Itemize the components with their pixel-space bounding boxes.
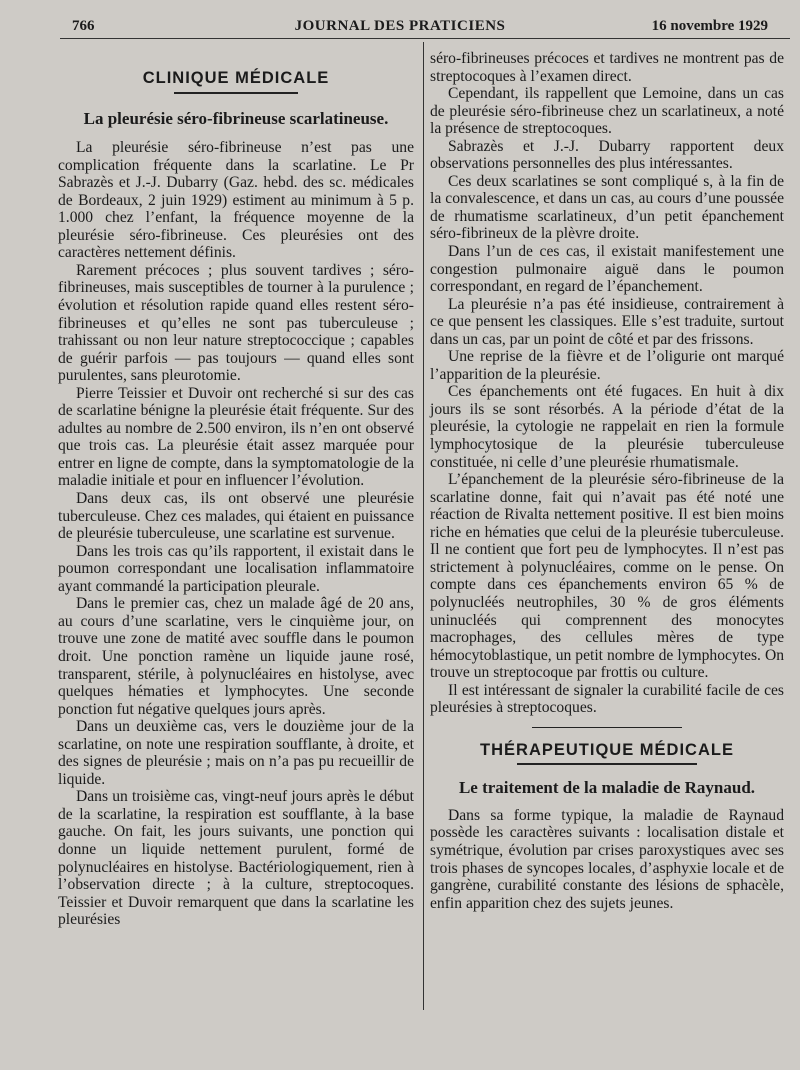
paragraph: La pleurésie séro-fibrineuse n’est pas une complication fréquente dans la scarlatine. Le Pr Sabrazès et J.-J. Dubarry (Gaz. hebd. des sc. médicales de Bordeaux, 2 juin 1929) estiment au minimum à 5 p. 1.000 chez l’enfant, la fréquence moyenne de la pleurésie séro-fibrineuse. Ces pleurésies ont des caractères nettement définis.: [58, 139, 414, 262]
article-title-pleuresie: La pleurésie séro-fibrineuse scarlatineuse.: [83, 108, 389, 128]
paragraph: L’épanchement de la pleurésie séro-fibrineuse de la scarlatine donne, fait qui n’avait pas été noté une réaction de Rivalta nettement positive. Il est bien moins riche en hématies que celui de la pleurésie tuberculeuse. Il ne contient que fort peu de lymphocytes. Il n’est pas strictement à polynucléaires, comme on le pense. On compte dans ces épanchements environ 65 % de polynucléés neutrophiles, 30 % de gros éléments uninucléés qui comprennent des monocytes macrophages, des cellules mères de type hémocytoblastique, un petit nombre de lymphocytes. On trouve un streptocoque par frottis ou culture.: [430, 471, 784, 682]
paragraph: Ces deux scarlatines se sont compliqué s, à la fin de la convalescence, et dans un cas, au cours d’une poussée de rhumatisme scarlatineux, d’un petit épanchement séro-fibrineux de la plèvre droite.: [430, 172, 784, 243]
article-title-raynaud: Le traitement de la maladie de Raynaud.: [458, 778, 756, 798]
running-head: [0, 0, 800, 36]
journal-name: JOURNAL DES PRATICIENS: [294, 18, 506, 34]
paragraph: Sabrazès et J.-J. Dubarry rapportent deux observations personnelles des plus intéressantes.: [430, 137, 784, 173]
paragraph: Dans l’un de ces cas, il existait manifestement une congestion pulmonaire aiguë dans le poumon correspondant, en regard de l’épanchement.: [430, 243, 784, 296]
paragraph: Cependant, ils rappellent que Lemoine, dans un cas de pleurésie séro-fibrineuse chez un scarlatineux, a noté la présence de streptocoques.: [430, 85, 784, 138]
paragraph: Ces épanchements ont été fugaces. En huit à dix jours ils se sont résorbés. A la période d’état de la pleurésie, la cytologie ne rappelait en rien la formule lymphocytosique de la pleurésie tuberculeuse constituée, ni celle d’une pleurésie rhumatismale.: [430, 383, 784, 471]
left-column: [58, 50, 414, 929]
column-rule: [423, 42, 424, 1010]
paragraph-continued: séro-fibrineuses précoces et tardives ne montrent pas de streptocoques à l’examen direct.: [430, 50, 784, 85]
paragraph: Dans deux cas, ils ont observé une pleurésie tuberculeuse. Chez ces malades, qui étaient en puissance de pleurésie tuberculeuse, une scarlatine est survenue.: [58, 490, 414, 543]
paragraph: Dans les trois cas qu’ils rapportent, il existait dans le poumon correspondant une localisation inflammatoire ayant commandé la participation pleurale.: [58, 542, 414, 595]
right-column: [430, 50, 784, 912]
header-rule: [60, 38, 790, 39]
section-title-therapeutique: THÉRAPEUTIQUE MÉDICALE: [480, 740, 734, 759]
paragraph: La pleurésie n’a pas été insidieuse, contrairement à ce que pensent les classiques. Elle s’est traduite, surtout dans un cas, par un point de côté et par des frissons.: [430, 295, 784, 348]
section-title-clinique: CLINIQUE MÉDICALE: [142, 69, 330, 87]
issue-date: 16 novembre 1929: [651, 18, 768, 34]
paragraph: Dans sa forme typique, la maladie de Raynaud possède les caractères suivants : localisation distale et symétrique, évolution par crises paroxystiques avec ses trois phases de syncopes locales, d’asphyxie locale et de gangrène, curabilité constante des lésions de sphacèle, enfin apparition chez des sujets jeunes.: [430, 806, 784, 912]
paragraph: Il est intéressant de signaler la curabilité facile de ces pleurésies à streptocoques.: [430, 681, 784, 717]
paragraph: Rarement précoces ; plus souvent tardives ; séro-fibrineuses, mais susceptibles de tourner à la purulence ; évolution et résolution rapide quand elles restent séro-fibrineuses et qu’elles ne sont pas tuberculeuse ; trahissant ou non leur nature streptococcique ; capables de guérir parfois — pas toujours — quand elles sont purulentes, sans pleurotomie.: [58, 261, 414, 385]
paragraph: Dans le premier cas, chez un malade âgé de 20 ans, au cours d’une scarlatine, vers le cinquième jour, on trouve une zone de matité avec souffle dans le poumon droit. Une ponction ramène un liquide jaune rosé, transparent, stérile, à polynucléaires en histolyse, avec quelques hématies et lymphocytes. Une seconde ponction fut négative quelques jours après.: [58, 595, 414, 718]
paragraph: Dans un troisième cas, vingt-neuf jours après le début de la scarlatine, la respiration est soufflante, à la base gauche. On fait, les jours suivants, une ponction qui donne un liquide nettement purulent, formé de polynucléaires en histolyse. Bactériologiquement, rien à l’observation directe ; à la culture, streptocoques. Teissier et Duvoir remarquent que dans la scarlatine les pleurésies: [58, 788, 414, 929]
paragraph: Dans un deuxième cas, vers le douzième jour de la scarlatine, on note une respiration soufflante, à droite, et des signes de pleurésie ; mais on n’a pas pu recueillir de liquide.: [58, 718, 414, 788]
paragraph: Une reprise de la fièvre et de l’oligurie ont marqué l’apparition de la pleurésie.: [430, 348, 784, 383]
page-number: 766: [72, 18, 95, 34]
paragraph: Pierre Teissier et Duvoir ont recherché si sur des cas de scarlatine bénigne la pleurésie était fréquente. Sur des adultes au nombre de 2.500 environ, ils n’en ont observé que trois cas. La pleurésie était assez marquée pour entrer en ligne de compte, dans la symptomatologie de la maladie initiale et pour en influencer l’évolution.: [58, 384, 414, 490]
